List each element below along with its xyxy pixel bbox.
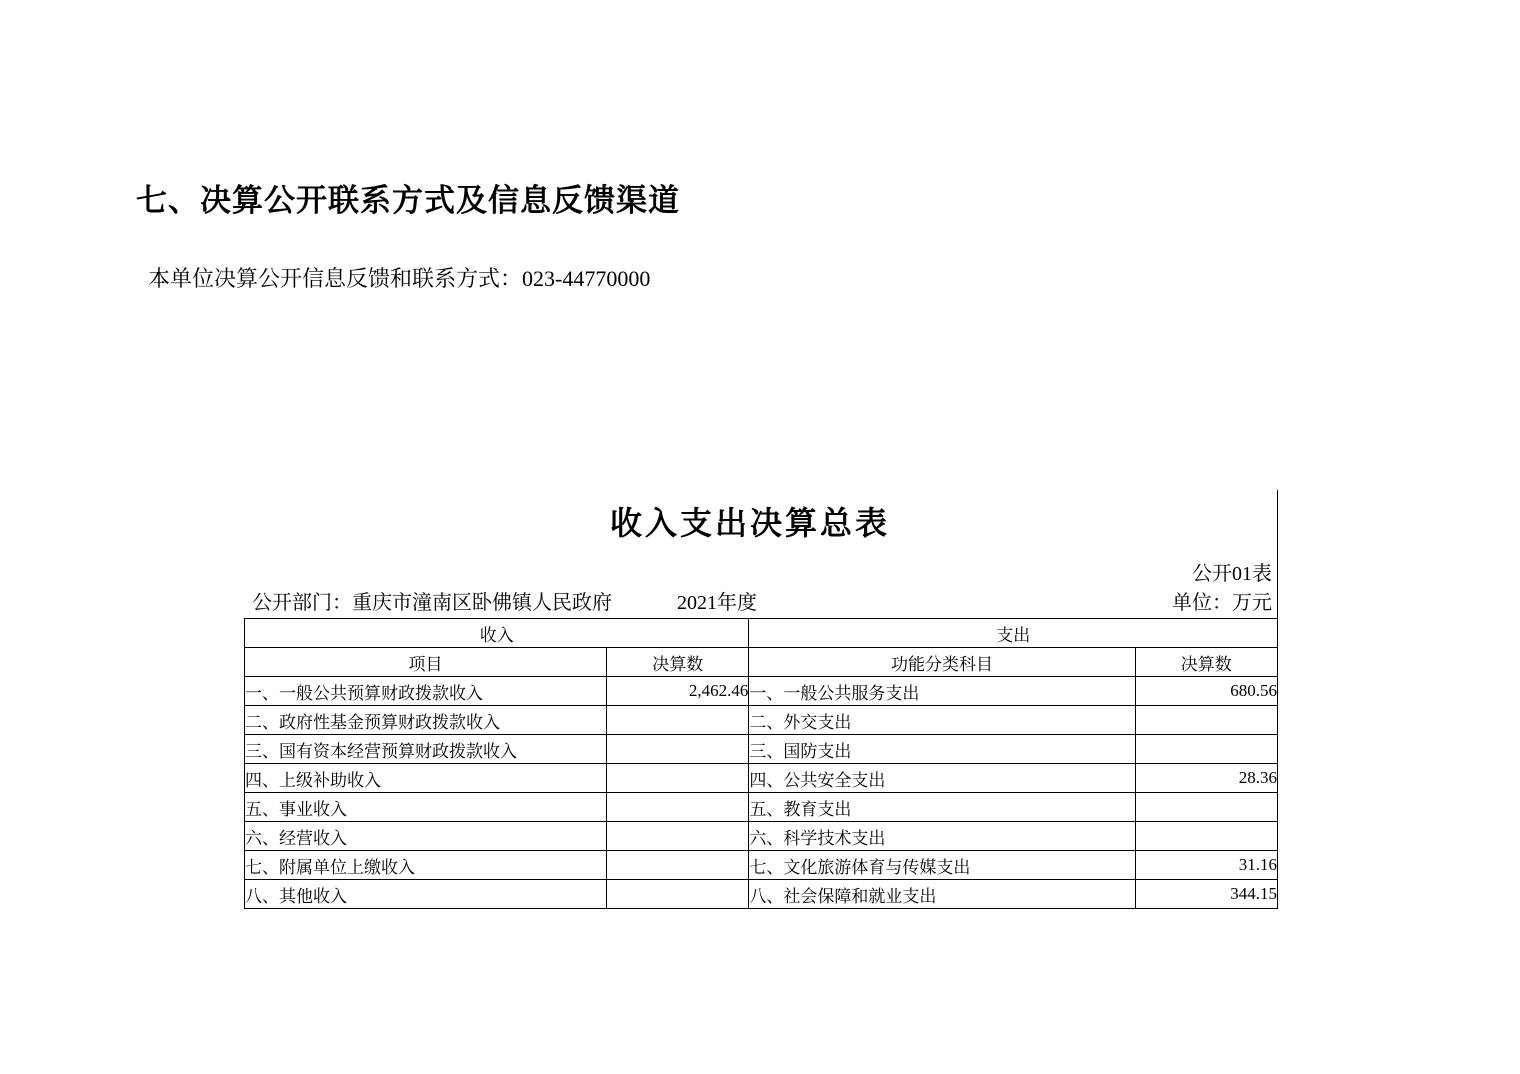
table-row (245, 735, 1278, 764)
header-expense-item: 功能分类科目 (749, 648, 1135, 677)
table-row (245, 706, 1278, 735)
form-number: 公开01表 (1192, 563, 1272, 585)
table-meta-left (252, 586, 757, 615)
header-expense-amount: 决算数 (1135, 648, 1277, 677)
section-heading: 七、决算公开联系方式及信息反馈渠道 (136, 183, 680, 218)
contact-information-line: 本单位决算公开信息反馈和联系方式：023-44770000 (148, 266, 651, 291)
table-group-header-row (245, 619, 1278, 648)
expense-item-cell: 一、一般公共服务支出 (749, 677, 1135, 706)
expense-amount-cell: 31.16 (1135, 851, 1277, 880)
expense-item-cell: 二、外交支出 (749, 706, 1135, 735)
income-item-cell: 七、附属单位上缴收入 (245, 851, 607, 880)
expense-amount-cell: 344.15 (1135, 880, 1277, 909)
income-amount-cell (607, 735, 749, 764)
header-income-item: 项目 (245, 648, 607, 677)
income-amount-cell (607, 764, 749, 793)
expense-item-cell: 六、科学技术支出 (749, 822, 1135, 851)
income-amount-cell (607, 880, 749, 909)
table-row (245, 677, 1278, 706)
table-meta-right (1172, 560, 1272, 618)
table-row (245, 880, 1278, 909)
expense-item-cell: 四、公共安全支出 (749, 764, 1135, 793)
income-expense-table (244, 618, 1278, 909)
expense-item-cell: 五、教育支出 (749, 793, 1135, 822)
income-item-cell: 一、一般公共预算财政拨款收入 (245, 677, 607, 706)
department-label: 公开部门：重庆市潼南区卧佛镇人民政府 (252, 592, 612, 614)
income-amount-cell (607, 822, 749, 851)
expense-amount-cell (1135, 793, 1277, 822)
table-row (245, 822, 1278, 851)
expense-item-cell: 八、社会保障和就业支出 (749, 880, 1135, 909)
income-amount-cell (607, 851, 749, 880)
income-item-cell: 三、国有资本经营预算财政拨款收入 (245, 735, 607, 764)
income-item-cell: 四、上级补助收入 (245, 764, 607, 793)
expense-amount-cell: 28.36 (1135, 764, 1277, 793)
income-item-cell: 五、事业收入 (245, 793, 607, 822)
table-row (245, 793, 1278, 822)
expense-amount-cell: 680.56 (1135, 677, 1277, 706)
expense-item-cell: 七、文化旅游体育与传媒支出 (749, 851, 1135, 880)
table-column-header-row (245, 648, 1278, 677)
income-amount-cell (607, 706, 749, 735)
table-title (0, 498, 1520, 544)
income-item-cell: 六、经营收入 (245, 822, 607, 851)
income-amount-cell (607, 793, 749, 822)
table-row (245, 764, 1278, 793)
table-row (245, 851, 1278, 880)
unit-note: 单位：万元 (1172, 592, 1272, 614)
header-income-amount: 决算数 (607, 648, 749, 677)
expense-amount-cell (1135, 822, 1277, 851)
expense-amount-cell (1135, 735, 1277, 764)
fiscal-year: 2021年度 (677, 592, 757, 614)
income-amount-cell: 2,462.46 (607, 677, 749, 706)
expense-amount-cell (1135, 706, 1277, 735)
header-expense-group: 支出 (749, 619, 1278, 648)
vertical-divider-line (1277, 490, 1278, 620)
table-title-text: 收入支出决算总表 (609, 505, 890, 541)
header-income-group: 收入 (245, 619, 749, 648)
income-item-cell: 八、其他收入 (245, 880, 607, 909)
expense-item-cell: 三、国防支出 (749, 735, 1135, 764)
income-item-cell: 二、政府性基金预算财政拨款收入 (245, 706, 607, 735)
